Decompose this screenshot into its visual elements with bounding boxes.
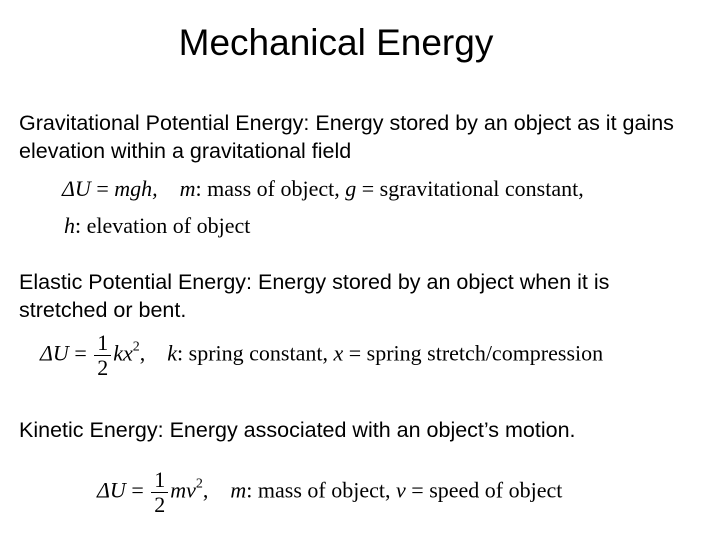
delta-u: ΔU xyxy=(62,176,91,201)
var-h: h xyxy=(64,213,75,238)
var-x-description: spring stretch/compression xyxy=(366,340,604,366)
var-m-description: mass of object, xyxy=(207,176,340,201)
var-h-description: elevation of object xyxy=(86,213,251,238)
gravitational-equation-line-2: h: elevation of object xyxy=(64,213,251,238)
fraction-one-half xyxy=(151,468,168,517)
var-v: v xyxy=(396,477,406,503)
var-g: g xyxy=(345,176,357,201)
fraction-numerator: 1 xyxy=(151,468,168,493)
exponent: 2 xyxy=(132,339,140,355)
fraction-one-half xyxy=(94,331,111,380)
elastic-equation: ΔU = $\frac{1}{2}$ $kx^2$, k: spring constant, x = spring stretch/compression xyxy=(40,330,604,380)
var-k: k xyxy=(167,340,178,366)
var-k-description: spring constant, xyxy=(188,340,328,366)
gravitational-potential-energy-description: Gravitational Potential Energy: Energy stored by an object as it gains elevation within a gravitational field xyxy=(19,111,674,163)
exponent: 2 xyxy=(195,476,203,492)
fraction-denominator: 2 xyxy=(154,492,166,517)
elastic-formula-rhs: kx xyxy=(113,340,133,366)
var-m-description: mass of object, xyxy=(257,477,391,503)
kinetic-equation: ΔU = $\frac{1}{2}$ $mv^2$, m: mass of object, v = speed of object xyxy=(97,467,563,517)
equals-sign: = xyxy=(96,176,109,201)
gravitational-formula-rhs: mgh, xyxy=(114,176,158,201)
fraction-numerator: 1 xyxy=(94,331,111,356)
var-m: m xyxy=(179,176,196,201)
delta-u: ΔU xyxy=(97,477,126,503)
var-v-description: speed of object xyxy=(429,477,563,503)
slide-title: Mechanical Energy xyxy=(178,22,494,63)
var-x: x xyxy=(333,340,344,366)
equals-sign: = xyxy=(74,340,87,366)
kinetic-formula-rhs: mv xyxy=(170,477,196,503)
delta-u: ΔU xyxy=(40,340,69,366)
var-m: m xyxy=(230,477,247,503)
var-g-description: sgravitational constant, xyxy=(379,176,584,201)
gravitational-equation: ΔU = mgh, m: mass of object, g = sgravitational constant, xyxy=(62,176,584,201)
equals-sign: = xyxy=(131,477,144,503)
elastic-potential-energy-description: Elastic Potential Energy: Energy stored by an object when it is stretched or bent. xyxy=(19,270,610,322)
fraction-denominator: 2 xyxy=(97,355,109,380)
kinetic-energy-description: Kinetic Energy: Energy associated with an object’s motion. xyxy=(19,418,576,442)
